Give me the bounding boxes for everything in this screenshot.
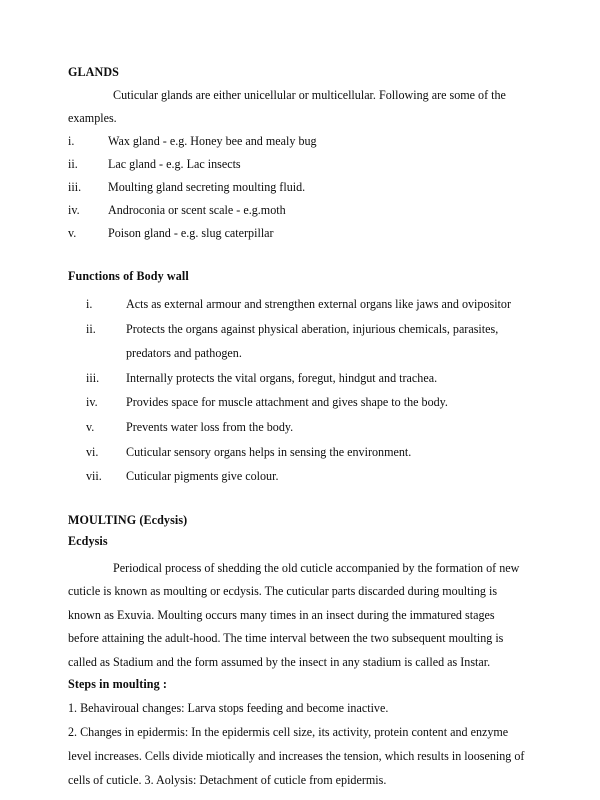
list-item-text: Wax gland - e.g. Honey bee and mealy bug xyxy=(108,134,317,149)
list-marker: vii. xyxy=(86,469,102,484)
section-spacer xyxy=(68,245,526,266)
list-item-text: Moulting gland secreting moulting fluid. xyxy=(108,180,306,195)
list-marker: v. xyxy=(68,226,77,241)
list-item xyxy=(86,390,526,415)
glands-list xyxy=(68,130,526,245)
ecdysis-subheading: Ecdysis xyxy=(68,534,108,549)
list-marker: vi. xyxy=(86,444,99,459)
list-marker: iv. xyxy=(86,395,98,410)
list-marker: iii. xyxy=(86,370,100,385)
list-item-text: Poison gland - e.g. slug caterpillar xyxy=(108,226,274,241)
moulting-heading: MOULTING (Ecdysis) xyxy=(68,512,188,527)
list-item-text: Acts as external armour and strengthen external organs like jaws and ovipositor xyxy=(126,297,511,311)
steps-in-moulting-heading: Steps in moulting : xyxy=(68,676,168,691)
list-marker: v. xyxy=(86,419,95,434)
section-spacer xyxy=(68,489,526,510)
list-marker: ii. xyxy=(86,321,96,336)
list-item-text: Cuticular sensory organs helps in sensing the environment. xyxy=(126,444,412,459)
list-item xyxy=(86,366,526,391)
list-item xyxy=(68,176,526,199)
list-marker: i. xyxy=(68,134,75,149)
list-item xyxy=(68,130,526,153)
list-item xyxy=(68,222,526,245)
list-item xyxy=(68,199,526,222)
list-marker: i. xyxy=(86,297,93,311)
glands-intro-paragraph: Cuticular glands are either unicellular or multicellular. Following are some of the examples. xyxy=(68,87,506,125)
list-item xyxy=(86,440,526,465)
list-marker: iv. xyxy=(68,203,80,218)
functions-of-body-wall-heading: Functions of Body wall xyxy=(68,269,189,284)
glands-heading: GLANDS xyxy=(68,65,120,79)
list-item xyxy=(86,292,526,317)
ecdysis-paragraph: Periodical process of shedding the old cuticle accompanied by the formation of new cuticle is known as moulting or ecdysis. The cuticular parts discarded during moulting is known as Exuvia. Moulting occurs many times in an insect during the immatured stages before attaining the adult-hood. The time interval between the two subsequent moulting is called as Stadium and the form assumed by the insect in any stadium is called as Instar. xyxy=(68,560,520,669)
moulting-step-1: 1. Behaviroual changes: Larva stops feeding and become inactive. xyxy=(68,700,389,715)
list-marker: ii. xyxy=(68,157,78,172)
list-item-text: Provides space for muscle attachment and gives shape to the body. xyxy=(126,395,448,410)
list-item-text: Protects the organs against physical aberation, injurious chemicals, parasites, predators and pathogen. xyxy=(126,321,499,361)
list-item-text: Prevents water loss from the body. xyxy=(126,419,294,434)
functions-of-body-wall-list xyxy=(68,292,526,489)
list-item-text: Androconia or scent scale - e.g.moth xyxy=(108,203,286,218)
list-marker: iii. xyxy=(68,180,82,195)
list-item xyxy=(86,415,526,440)
list-item xyxy=(86,464,526,489)
list-item-text: Lac gland - e.g. Lac insects xyxy=(108,157,241,172)
moulting-step-2: 2. Changes in epidermis: In the epidermis cell size, its activity, protein content and enzyme level increases. Cells divide miotically and increases the tension, which results in loosening of cells of cuticle. 3. Aolysis: Detachment of cuticle from epidermis. xyxy=(68,724,525,788)
list-item xyxy=(86,317,526,366)
list-item-text: Internally protects the vital organs, foregut, hindgut and trachea. xyxy=(126,370,438,385)
list-item xyxy=(68,153,526,176)
list-item-text: Cuticular pigments give colour. xyxy=(126,469,279,484)
document-body xyxy=(68,62,526,792)
